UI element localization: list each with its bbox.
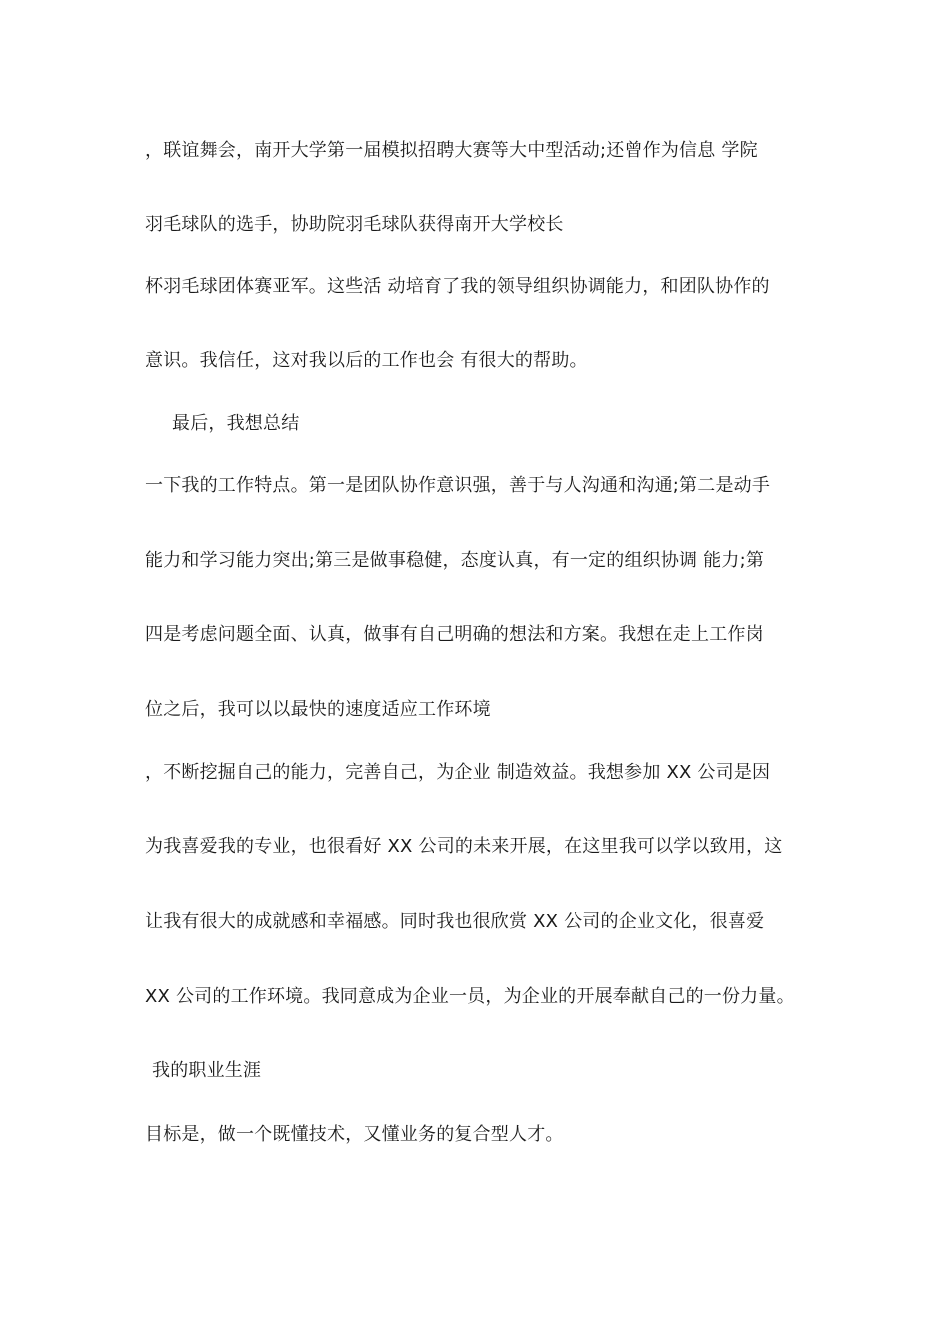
paragraph-heading-line: 我的职业生涯 bbox=[152, 1060, 262, 1081]
paragraph-line: 为我喜爱我的专业，也很看好 XX 公司的未来开展，在这里我可以学以致用，这 bbox=[145, 836, 783, 857]
paragraph-line: 能力和学习能力突出;第三是做事稳健，态度认真，有一定的组织协调 能力;第 bbox=[145, 550, 765, 571]
paragraph-line: 目标是，做一个既懂技术，又懂业务的复合型人才。 bbox=[145, 1124, 564, 1145]
paragraph-line: ，不断挖掘自己的能力，完善自己，为企业 制造效益。我想参加 XX 公司是因 bbox=[145, 762, 771, 783]
paragraph-line: 让我有很大的成就感和幸福感。同时我也很欣赏 XX 公司的企业文化，很喜爱 bbox=[145, 911, 765, 932]
paragraph-line: XX 公司的工作环境。我同意成为企业一员，为企业的开展奉献自己的一份力量。 bbox=[145, 986, 795, 1007]
paragraph-line: 位之后，我可以以最快的速度适应工作环境 bbox=[145, 699, 491, 720]
paragraph-line: 一下我的工作特点。第一是团队协作意识强，善于与人沟通和沟通;第二是动手 bbox=[145, 475, 771, 496]
paragraph-line: 意识。我信任，这对我以后的工作也会 有很大的帮助。 bbox=[145, 350, 588, 371]
paragraph-line: 四是考虑问题全面、认真，做事有自己明确的想法和方案。我想在走上工作岗 bbox=[145, 624, 764, 645]
paragraph-line: 杯羽毛球团体赛亚军。这些活 动培育了我的领导组织协调能力，和团队协作的 bbox=[145, 276, 770, 297]
paragraph-heading-line: 最后，我想总结 bbox=[172, 413, 300, 434]
paragraph-line: ，联谊舞会，南开大学第一届模拟招聘大赛等大中型活动;还曾作为信息 学院 bbox=[145, 140, 758, 161]
paragraph-line: 羽毛球队的选手，协助院羽毛球队获得南开大学校长 bbox=[145, 214, 564, 235]
